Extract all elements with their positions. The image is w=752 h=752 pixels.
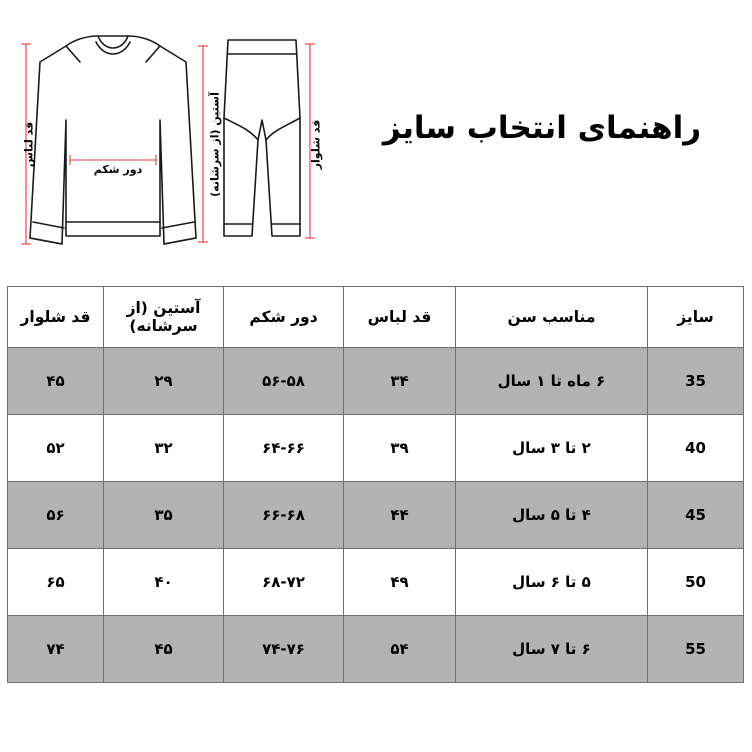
garment-illustration [0, 0, 380, 286]
cell-sleeve: ۴۵ [104, 616, 224, 683]
cell-size: 50 [648, 549, 744, 616]
label-pants-length: قد شلوار [309, 119, 323, 170]
cell-garment-length: ۴۴ [344, 482, 456, 549]
table-row [8, 549, 744, 616]
cell-chest: ۶۸-۷۲ [224, 549, 344, 616]
cell-chest: ۷۴-۷۶ [224, 616, 344, 683]
cell-chest: ۶۶-۶۸ [224, 482, 344, 549]
cell-sleeve: ۲۹ [104, 348, 224, 415]
cell-pants-length: ۷۴ [8, 616, 104, 683]
cell-size: 40 [648, 415, 744, 482]
table-row [8, 415, 744, 482]
header-size: سایز [648, 287, 744, 348]
header-chest: دور شکم [224, 287, 344, 348]
cell-sleeve: ۳۵ [104, 482, 224, 549]
label-garment-length: قد لباس [22, 121, 36, 168]
cell-age: ۵ تا ۶ سال [456, 549, 648, 616]
size-table-wrapper [8, 286, 744, 683]
cell-age: ۲ تا ۳ سال [456, 415, 648, 482]
cell-age: ۶ تا ۷ سال [456, 616, 648, 683]
label-sleeve: آستین (از سرشانه) [208, 92, 222, 197]
cell-age: ۶ ماه تا ۱ سال [456, 348, 648, 415]
cell-pants-length: ۵۶ [8, 482, 104, 549]
header-sleeve: آستین (از سرشانه) [104, 287, 224, 348]
header-pants-length: قد شلوار [8, 287, 104, 348]
cell-sleeve: ۴۰ [104, 549, 224, 616]
cell-garment-length: ۳۹ [344, 415, 456, 482]
table-row [8, 348, 744, 415]
table-body [8, 348, 744, 683]
cell-size: 35 [648, 348, 744, 415]
cell-chest: ۵۶-۵۸ [224, 348, 344, 415]
cell-pants-length: ۶۵ [8, 549, 104, 616]
cell-size: 55 [648, 616, 744, 683]
cell-pants-length: ۵۲ [8, 415, 104, 482]
cell-chest: ۶۴-۶۶ [224, 415, 344, 482]
cell-age: ۴ تا ۵ سال [456, 482, 648, 549]
cell-garment-length: ۴۹ [344, 549, 456, 616]
cell-sleeve: ۳۲ [104, 415, 224, 482]
cell-garment-length: ۳۴ [344, 348, 456, 415]
table-header [8, 287, 744, 348]
cell-garment-length: ۵۴ [344, 616, 456, 683]
header-age: مناسب سن [456, 287, 648, 348]
page-title: راهنمای انتخاب سایز [382, 110, 702, 146]
cell-pants-length: ۴۵ [8, 348, 104, 415]
table-header-row [8, 287, 744, 348]
label-chest: دور شکم [93, 163, 143, 176]
table-row [8, 482, 744, 549]
cell-size: 45 [648, 482, 744, 549]
header-garment-length: قد لباس [344, 287, 456, 348]
table-row [8, 616, 744, 683]
size-table [7, 286, 744, 683]
illustration-header [0, 0, 752, 286]
